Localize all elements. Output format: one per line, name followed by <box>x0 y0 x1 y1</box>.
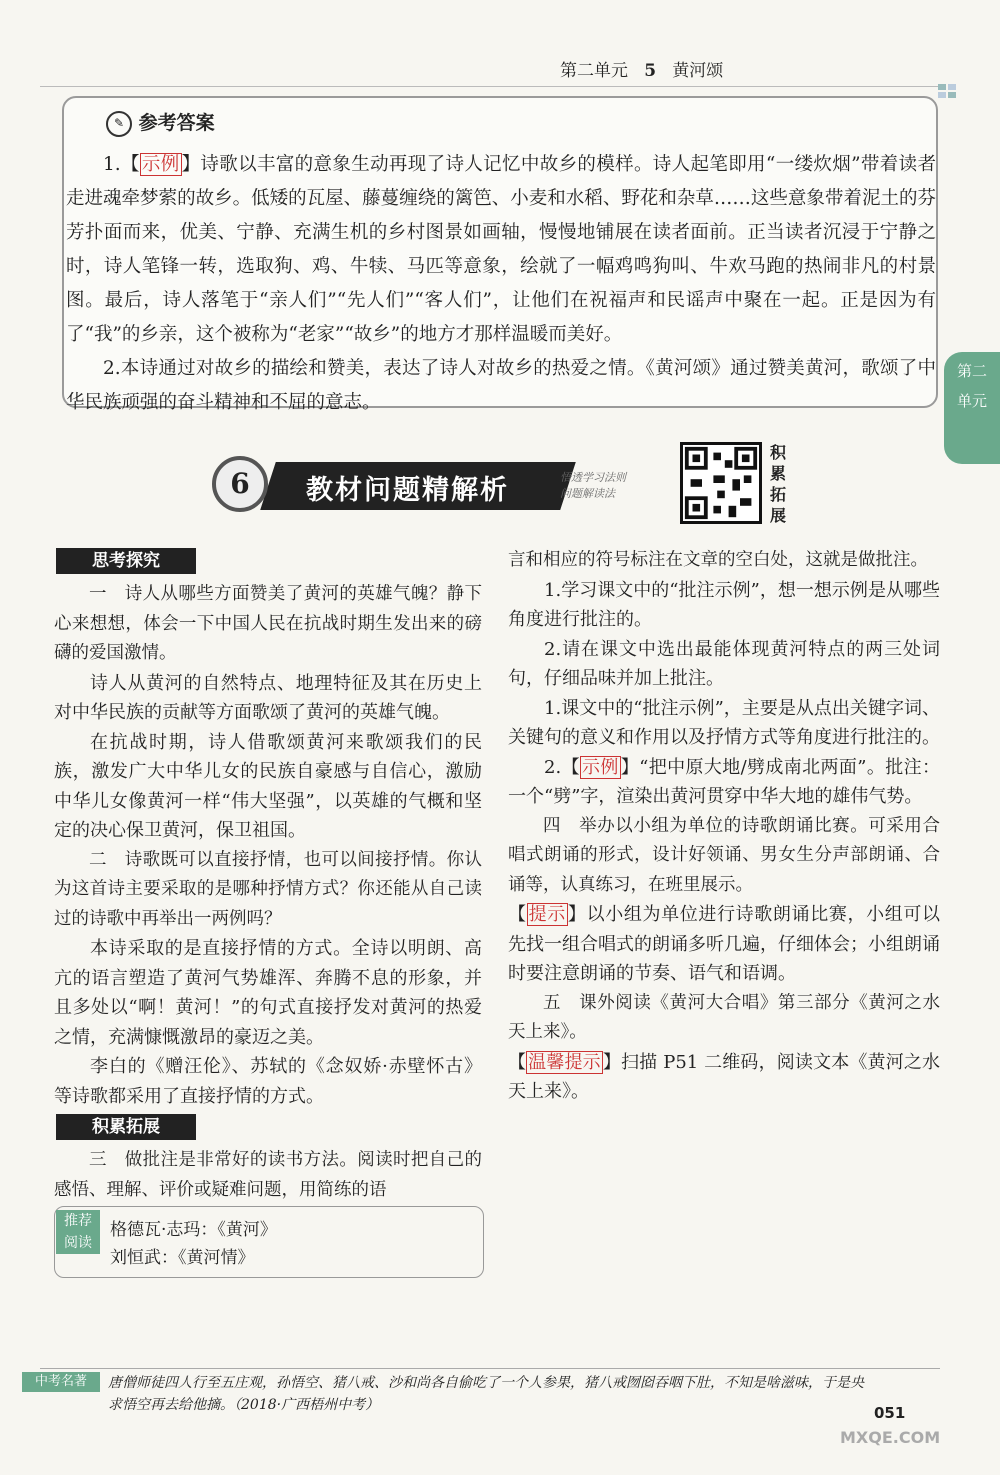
question-3-continued: 言和相应的符号标注在文章的空白处，这就是做批注。 <box>508 550 928 570</box>
answer-body <box>66 148 936 420</box>
question-4: 四 举办以小组为单位的诗歌朗诵比赛。可采用合唱式朗诵的形式，设计好领诵、男女生分声部朗诵、合诵等，认真练习，在班里展示。 <box>508 815 940 895</box>
banner-number: 6 <box>212 456 268 512</box>
side-tab-text-1: 第二 <box>956 362 987 380</box>
unit-label: 第二单元 <box>560 61 628 81</box>
question-3-part-1: 1.学习课文中的“批注示例”，想一想示例是从哪些角度进行批注的。 <box>508 579 940 630</box>
lesson-number: 5 <box>644 61 657 81</box>
answer-2-para-2: 李白的《赠汪伦》、苏轼的《念奴娇·赤壁怀古》等诗歌都采用了直接抒情的方式。 <box>54 1056 482 1107</box>
left-column <box>54 580 482 1111</box>
answer-paragraph-2: 2.本诗通过对故乡的描绘和赞美，表达了诗人对故乡的热爱之情。《黄河颂》通过赞美黄河，歌颂了中华民族顽强的奋斗精神和不屈的意志。 <box>66 358 936 413</box>
corner-decoration-icon <box>938 82 968 102</box>
unit-side-tab <box>944 352 1000 464</box>
answer-4-text: 以小组为单位进行诗歌朗诵比赛，小组可以先找一组合唱式的朗诵多听几遍，仔细体会；小组朗诵时要注意朗诵的节奏、语气和语调。 <box>508 904 941 984</box>
question-2: 二 诗歌既可以直接抒情，也可以间接抒情。你认为这首诗主要采取的是哪种抒情方式？你还能从自己读过的诗歌中再举出一两例吗？ <box>54 849 482 929</box>
answer-1-para-2: 在抗战时期，诗人借歌颂黄河来歌颂我们的民族，激发广大中华儿女的民族自豪感与自信心，激励中华儿女像黄河一样“伟大坚强”，以英雄的气概和坚定的决心保卫黄河，保卫祖国。 <box>54 731 482 841</box>
question-1: 一 诗人从哪些方面赞美了黄河的英雄气魄？静下心来想想，体会一下中国人民在抗战时期生发出来的磅礴的爱国激情。 <box>54 584 482 663</box>
answer-4: 【 提示 】以小组为单位进行诗歌朗诵比赛，小组可以先找一组合唱式的朗诵多听几遍，仔细体会；小组朗诵时要注意朗诵的节奏、语气和语调。 <box>508 904 941 984</box>
question-3-start <box>54 1146 482 1205</box>
rec-label-2: 阅读 <box>64 1235 92 1251</box>
pen-icon: ✎ <box>106 111 132 137</box>
header-divider <box>40 86 940 87</box>
right-column <box>508 546 940 1107</box>
example-tag-2: 示例 <box>581 756 619 778</box>
section-think-text: 思考探究 <box>92 551 160 571</box>
section-heading-extend <box>56 1114 196 1140</box>
answer-3-part-1: 1.课文中的“批注示例”，主要是从点出关键字词、关键句的意义和作用以及抒情方式等角度进行批注的。 <box>508 697 940 748</box>
tip-tag: 温馨提示 <box>528 1051 601 1073</box>
answer-5-text: 扫描 P51 二维码，阅读文本《黄河之水天上来》。 <box>508 1051 941 1102</box>
answer-3-part-2: 2.【 示例 】“把中原大地/劈成南北两面”。批注：一个“劈”字，渲染出黄河贯穿中华大地的雄伟气势。 <box>508 756 941 807</box>
answer-5: 【 温馨提示 】扫描 P51 二维码，阅读文本《黄河之水天上来》。 <box>508 1051 941 1102</box>
example-tag: 示例 <box>141 154 180 175</box>
footer-divider <box>40 1368 940 1369</box>
answer-2-para-1: 本诗采取的是直接抒情的方式。全诗以明朗、高亢的语言塑造了黄河气势雄浑、奔腾不息的形象，并且多处以“啊！黄河！”的句式直接抒发对黄河的热爱之情，充满慷慨激昂的豪迈之美。 <box>54 938 482 1048</box>
side-tab-text-2: 单元 <box>956 392 987 410</box>
running-header <box>560 56 890 80</box>
page-number: 051 <box>874 1404 906 1422</box>
footer-label: 中考名著 <box>22 1372 100 1392</box>
banner-title: 教材问题精解析 <box>306 475 509 506</box>
question-3: 三 做批注是非常好的读书方法。阅读时把自己的感悟、理解、评价或疑难问题，用简练的语 <box>54 1150 482 1200</box>
recommended-reading-list <box>110 1216 277 1272</box>
answer-title-text: 参考答案 <box>138 112 215 134</box>
answer-paragraph-1: 1.【 示例 】诗歌以丰富的意象生动再现了诗人记忆中故乡的模样。诗人起笔即用“一缕炊烟”带着读者走进魂牵梦萦的故乡。低矮的瓦屋、藤蔓缠绕的篱笆、小麦和水稻、野花和杂草……这些意象带着泥土的芬芳扑面而来，优美、宁静、充满生机的乡村图景如画轴，慢慢地铺展在读者面前。正当读者沉浸于宁静之时，诗人笔锋一转，选取狗、鸡、牛犊、马匹等意象，绘就了一幅鸡鸣狗叫、牛欢马跑的热闹非凡的村景图。最后，诗人落笔于“亲人们”“先人们”“客人们”，让他们在祝福声和民谣声中聚在一起。正是因为有了“我”的乡亲，这个被称为“老家”“故乡”的地方才那样温暖而美好。 <box>66 154 936 345</box>
hint-tag: 提示 <box>528 904 566 925</box>
rec-label-1: 推荐 <box>64 1213 92 1229</box>
question-5: 五 课外阅读《黄河大合唱》第三部分《黄河之水天上来》。 <box>508 992 940 1042</box>
footer-text: 唐僧师徒四人行至五庄观，孙悟空、猪八戒、沙和尚各自偷吃了一个人参果，猪八戒囫囵吞咽下肚，不知是啥滋味，于是央求悟空再去给他摘。（2018·广西梧州中考） <box>108 1375 864 1413</box>
answer-1-para-1: 诗人从黄河的自然特点、地理特征及其在历史上对中华民族的贡献等方面歌颂了黄河的英雄气魄。 <box>54 672 482 723</box>
rec-item-1: 格德瓦·志玛：《黄河》 <box>110 1220 277 1240</box>
question-3-part-2: 2.请在课文中选出最能体现黄河特点的两三处词句，仔细品味并加上批注。 <box>508 638 940 689</box>
answer-3-2-text: “把中原大地/劈成南北两面”。批注：一个“劈”字，渲染出黄河贯穿中华大地的雄伟气势。 <box>508 756 941 807</box>
qr-label: 积累拓展 <box>770 443 787 525</box>
banner-sub-2: 问题解读法 <box>560 487 615 500</box>
watermark: MXQE.COM <box>840 1428 941 1447</box>
section-heading-think <box>56 548 196 574</box>
answer-title <box>106 108 215 137</box>
qr-code-icon[interactable] <box>680 442 762 524</box>
answer-1-text: 诗歌以丰富的意象生动再现了诗人记忆中故乡的模样。诗人起笔即用“一缕炊烟”带着读者走进魂牵梦萦的故乡。低矮的瓦屋、藤蔓缠绕的篱笆、小麦和水稻、野花和杂草……这些意象带着泥土的芬芳扑面而来，优美、宁静、充满生机的乡村图景如画轴，慢慢地铺展在读者面前。正当读者沉浸于宁静之时，诗人笔锋一转，选取狗、鸡、牛犊、马匹等意象，绘就了一幅鸡鸣狗叫、牛欢马跑的热闹非凡的村景图。最后，诗人落笔于“亲人们”“先人们”“客人们”，让他们在祝福声和民谣声中聚在一起。正是因为有了“我”的乡亲，这个被称为“老家”“故乡”的地方才那样温暖而美好。 <box>66 154 936 345</box>
rec-item-2: 刘恒武：《黄河情》 <box>110 1248 255 1268</box>
answer-3-2-number: 2. <box>544 756 562 778</box>
banner-sub-1: 悟透学习法则 <box>560 471 626 484</box>
banner-subtitle <box>560 470 626 502</box>
recommended-reading-label <box>56 1210 100 1254</box>
answer-1-number: 1. <box>103 154 121 175</box>
section-extend-text: 积累拓展 <box>92 1117 160 1137</box>
lesson-title: 黄河颂 <box>672 61 724 81</box>
